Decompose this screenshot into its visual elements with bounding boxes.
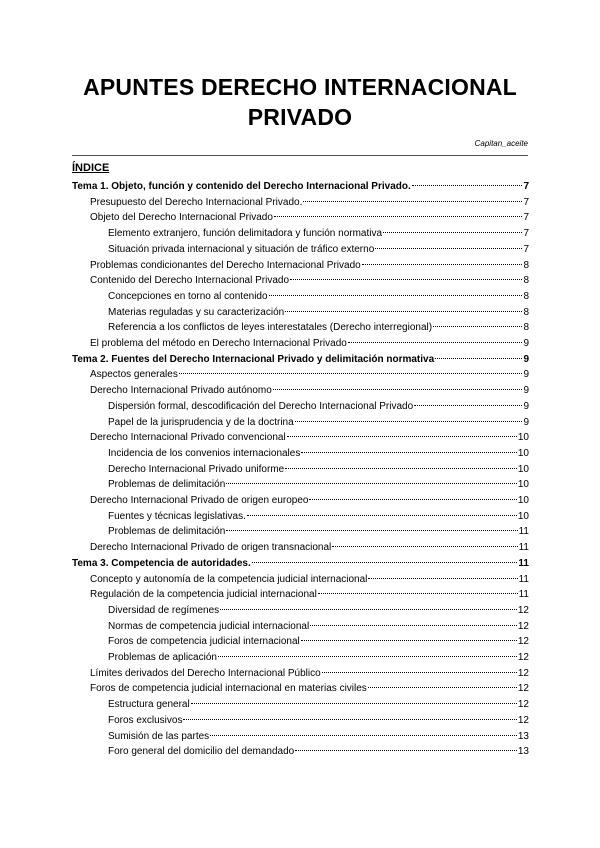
toc-entry-label: Foro general del domicilio del demandado xyxy=(108,746,295,758)
toc-entry-page: 7 xyxy=(523,212,529,224)
toc-entry[interactable] xyxy=(108,415,529,431)
toc-entry[interactable] xyxy=(90,681,529,697)
toc-dot-leader xyxy=(285,311,522,312)
toc-entry-page: 12 xyxy=(517,636,529,648)
toc-dot-leader xyxy=(301,640,517,641)
document-title xyxy=(40,72,560,132)
toc-entry[interactable] xyxy=(90,572,529,588)
toc-entry[interactable] xyxy=(90,210,529,226)
toc-dot-leader xyxy=(368,687,517,688)
toc-entry-page: 13 xyxy=(517,730,529,742)
toc-entry-label: Foros exclusivos xyxy=(108,714,183,726)
toc-entry[interactable] xyxy=(90,273,529,289)
toc-dot-leader xyxy=(274,216,523,217)
toc-entry-label: Límites derivados del Derecho Internacional Público xyxy=(90,667,321,679)
toc-entry-label: Derecho Internacional Privado convencional xyxy=(90,432,286,444)
toc-entry[interactable] xyxy=(108,320,529,336)
author-name: Capitan_aceite xyxy=(474,139,528,148)
toc-entry-label: Papel de la jurisprudencia y de la doctrina xyxy=(108,416,294,428)
toc-entry-label: Referencia a los conflictos de leyes interestatales (Derecho interregional) xyxy=(108,322,433,334)
toc-entry-label: Derecho Internacional Privado autónomo xyxy=(90,385,272,397)
toc-dot-leader xyxy=(295,750,517,751)
toc-entry[interactable] xyxy=(108,729,529,745)
toc-entry-page: 9 xyxy=(523,385,529,397)
toc-dot-leader xyxy=(218,656,517,657)
toc-entry-label: Sumisión de las partes xyxy=(108,730,210,742)
toc-entry-page: 8 xyxy=(523,259,529,271)
toc-dot-leader xyxy=(414,405,522,406)
toc-entry[interactable] xyxy=(90,587,529,603)
header-divider xyxy=(72,155,528,156)
toc-entry-label: Derecho Internacional Privado de origen transnacional xyxy=(90,542,332,554)
toc-dot-leader xyxy=(383,232,522,233)
toc-entry-page: 10 xyxy=(517,463,529,475)
toc-entry-label: Problemas condicionantes del Derecho Internacional Privado xyxy=(90,259,361,271)
toc-entry[interactable] xyxy=(90,430,529,446)
toc-entry[interactable] xyxy=(108,305,529,321)
toc-entry[interactable] xyxy=(108,509,529,525)
toc-dot-leader xyxy=(290,279,522,280)
toc-entry[interactable] xyxy=(108,697,529,713)
toc-entry-page: 7 xyxy=(523,181,529,192)
toc-dot-leader xyxy=(191,703,517,704)
toc-dot-leader xyxy=(210,735,517,736)
toc-entry-page: 12 xyxy=(517,667,529,679)
toc-entry-label: Fuentes y técnicas legislativas. xyxy=(108,510,246,522)
toc-entry-label: Foros de competencia judicial internacional xyxy=(108,636,300,648)
toc-entry-label: Problemas de delimitación xyxy=(108,526,226,538)
toc-entry[interactable] xyxy=(90,336,529,352)
toc-entry-label: Contenido del Derecho Internacional Privado xyxy=(90,275,290,287)
toc-dot-leader xyxy=(179,373,523,374)
toc-entry-label: Diversidad de regímenes xyxy=(108,604,220,616)
toc-entry[interactable] xyxy=(108,399,529,415)
toc-dot-leader xyxy=(412,185,523,186)
toc-entry-page: 12 xyxy=(517,683,529,695)
toc-entry-label: Tema 1. Objeto, función y contenido del Derecho Internacional Privado. xyxy=(72,181,411,192)
toc-entry-label: Problemas de delimitación xyxy=(108,479,226,491)
toc-dot-leader xyxy=(273,389,523,390)
toc-entry[interactable] xyxy=(108,289,529,305)
toc-entry-label: Derecho Internacional Privado uniforme xyxy=(108,463,285,475)
toc-dot-leader xyxy=(285,468,517,469)
toc-entry[interactable] xyxy=(108,603,529,619)
toc-entry-label: Elemento extranjero, función delimitadora y función normativa xyxy=(108,228,383,240)
toc-dot-leader xyxy=(309,499,516,500)
toc-entry-page: 13 xyxy=(517,746,529,758)
toc-entry[interactable] xyxy=(90,666,529,682)
toc-entry[interactable] xyxy=(90,195,529,211)
index-heading: ÍNDICE xyxy=(72,162,110,174)
toc-dot-leader xyxy=(332,546,517,547)
toc-entry-label: Normas de competencia judicial internacional xyxy=(108,620,310,632)
toc-entry-label: Estructura general xyxy=(108,699,190,711)
toc-entry[interactable] xyxy=(108,634,529,650)
toc-dot-leader xyxy=(322,672,517,673)
toc-entry-page: 10 xyxy=(517,510,529,522)
toc-entry[interactable] xyxy=(108,524,529,540)
toc-entry-page: 12 xyxy=(517,620,529,632)
toc-entry-page: 9 xyxy=(523,338,529,349)
toc-entry[interactable] xyxy=(108,713,529,729)
toc-dot-leader xyxy=(375,248,522,249)
toc-entry-page: 10 xyxy=(517,447,529,459)
toc-entry-label: Problemas de aplicación xyxy=(108,652,217,663)
toc-entry-label: Situación privada internacional y situación de tráfico externo xyxy=(108,243,375,255)
toc-dot-leader xyxy=(310,625,517,626)
toc-entry-page: 11 xyxy=(518,526,529,538)
toc-entry[interactable] xyxy=(108,226,529,242)
toc-entry-page: 8 xyxy=(523,306,529,318)
toc-dot-leader xyxy=(433,326,522,327)
toc-entry-label: Regulación de la competencia judicial internacional xyxy=(90,589,317,601)
toc-entry[interactable] xyxy=(72,556,529,572)
toc-dot-leader xyxy=(287,436,517,437)
toc-entry[interactable] xyxy=(90,383,529,399)
toc-entry-label: Materias reguladas y su caracterización xyxy=(108,306,285,318)
toc-entry-page: 7 xyxy=(523,228,529,240)
toc-entry[interactable] xyxy=(108,462,529,478)
toc-entry[interactable] xyxy=(90,493,529,509)
toc-entry[interactable] xyxy=(90,540,529,556)
toc-entry-label: Aspectos generales xyxy=(90,369,178,381)
toc-entry[interactable] xyxy=(108,242,529,258)
toc-entry-page: 7 xyxy=(523,196,529,208)
toc-entry-page: 12 xyxy=(517,699,529,711)
toc-entry-label: Foros de competencia judicial internacional en materias civiles xyxy=(90,683,367,695)
toc-entry[interactable] xyxy=(90,258,529,274)
toc-dot-leader xyxy=(247,515,517,516)
toc-entry-label: Incidencia de los convenios internacionales xyxy=(108,447,301,459)
toc-dot-leader xyxy=(226,530,517,531)
toc-entry-label: Derecho Internacional Privado de origen europeo xyxy=(90,495,309,506)
toc-entry-page: 8 xyxy=(523,290,529,302)
toc-dot-leader xyxy=(220,609,517,610)
toc-entry-page: 11 xyxy=(518,557,529,569)
toc-entry[interactable] xyxy=(108,446,529,462)
toc-entry-page: 9 xyxy=(523,400,529,412)
toc-entry-page: 12 xyxy=(517,652,529,663)
toc-entry-page: 9 xyxy=(523,416,529,428)
toc-entry-label: Presupuesto del Derecho Internacional Privado. xyxy=(90,196,303,208)
toc-dot-leader xyxy=(252,562,518,563)
toc-entry[interactable] xyxy=(108,477,529,493)
toc-entry-label: Objeto del Derecho Internacional Privado xyxy=(90,212,273,224)
toc-entry[interactable] xyxy=(108,650,529,666)
toc-entry-page: 10 xyxy=(517,479,529,491)
toc-entry-label: Tema 2. Fuentes del Derecho Internacional Privado y delimitación normativa xyxy=(72,353,435,365)
toc-dot-leader xyxy=(318,593,518,594)
toc-entry[interactable] xyxy=(108,744,529,760)
toc-dot-leader xyxy=(435,358,522,359)
toc-entry-page: 7 xyxy=(523,243,529,255)
document-title-line-2: PRIVADO xyxy=(247,104,353,130)
toc-dot-leader xyxy=(368,578,517,579)
toc-entry-page: 8 xyxy=(523,322,529,334)
toc-entry[interactable] xyxy=(90,367,529,383)
toc-entry-label: El problema del método en Derecho Internacional Privado xyxy=(90,338,347,349)
toc-entry-page: 12 xyxy=(517,604,529,616)
toc-entry-page: 12 xyxy=(517,714,529,726)
toc-entry[interactable] xyxy=(72,179,529,195)
toc-dot-leader xyxy=(348,342,523,343)
toc-entry-page: 11 xyxy=(518,542,529,554)
toc-entry-page: 10 xyxy=(517,432,529,444)
toc-dot-leader xyxy=(362,264,523,265)
toc-dot-leader xyxy=(269,295,523,296)
toc-entry-page: 9 xyxy=(523,369,529,381)
toc-entry-page: 11 xyxy=(518,589,529,601)
toc-entry-page: 10 xyxy=(517,495,529,506)
toc-dot-leader xyxy=(295,421,523,422)
toc-entry-label: Concepciones en torno al contenido xyxy=(108,290,268,302)
toc-dot-leader xyxy=(226,483,517,484)
toc-entry[interactable] xyxy=(72,352,529,368)
toc-entry-label: Tema 3. Competencia de autoridades. xyxy=(72,557,251,569)
toc-entry-page: 8 xyxy=(523,275,529,287)
toc-entry-label: Concepto y autonomía de la competencia judicial internacional xyxy=(90,573,368,585)
toc-dot-leader xyxy=(303,201,522,202)
toc-entry-page: 11 xyxy=(518,573,529,585)
toc-entry-page: 9 xyxy=(523,353,529,365)
toc-entry-label: Dispersión formal, descodificación del Derecho Internacional Privado xyxy=(108,400,414,412)
document-title-line-1: APUNTES DERECHO INTERNACIONAL xyxy=(83,74,517,100)
toc-entry[interactable] xyxy=(108,619,529,635)
toc-dot-leader xyxy=(301,452,517,453)
toc-dot-leader xyxy=(183,719,516,720)
